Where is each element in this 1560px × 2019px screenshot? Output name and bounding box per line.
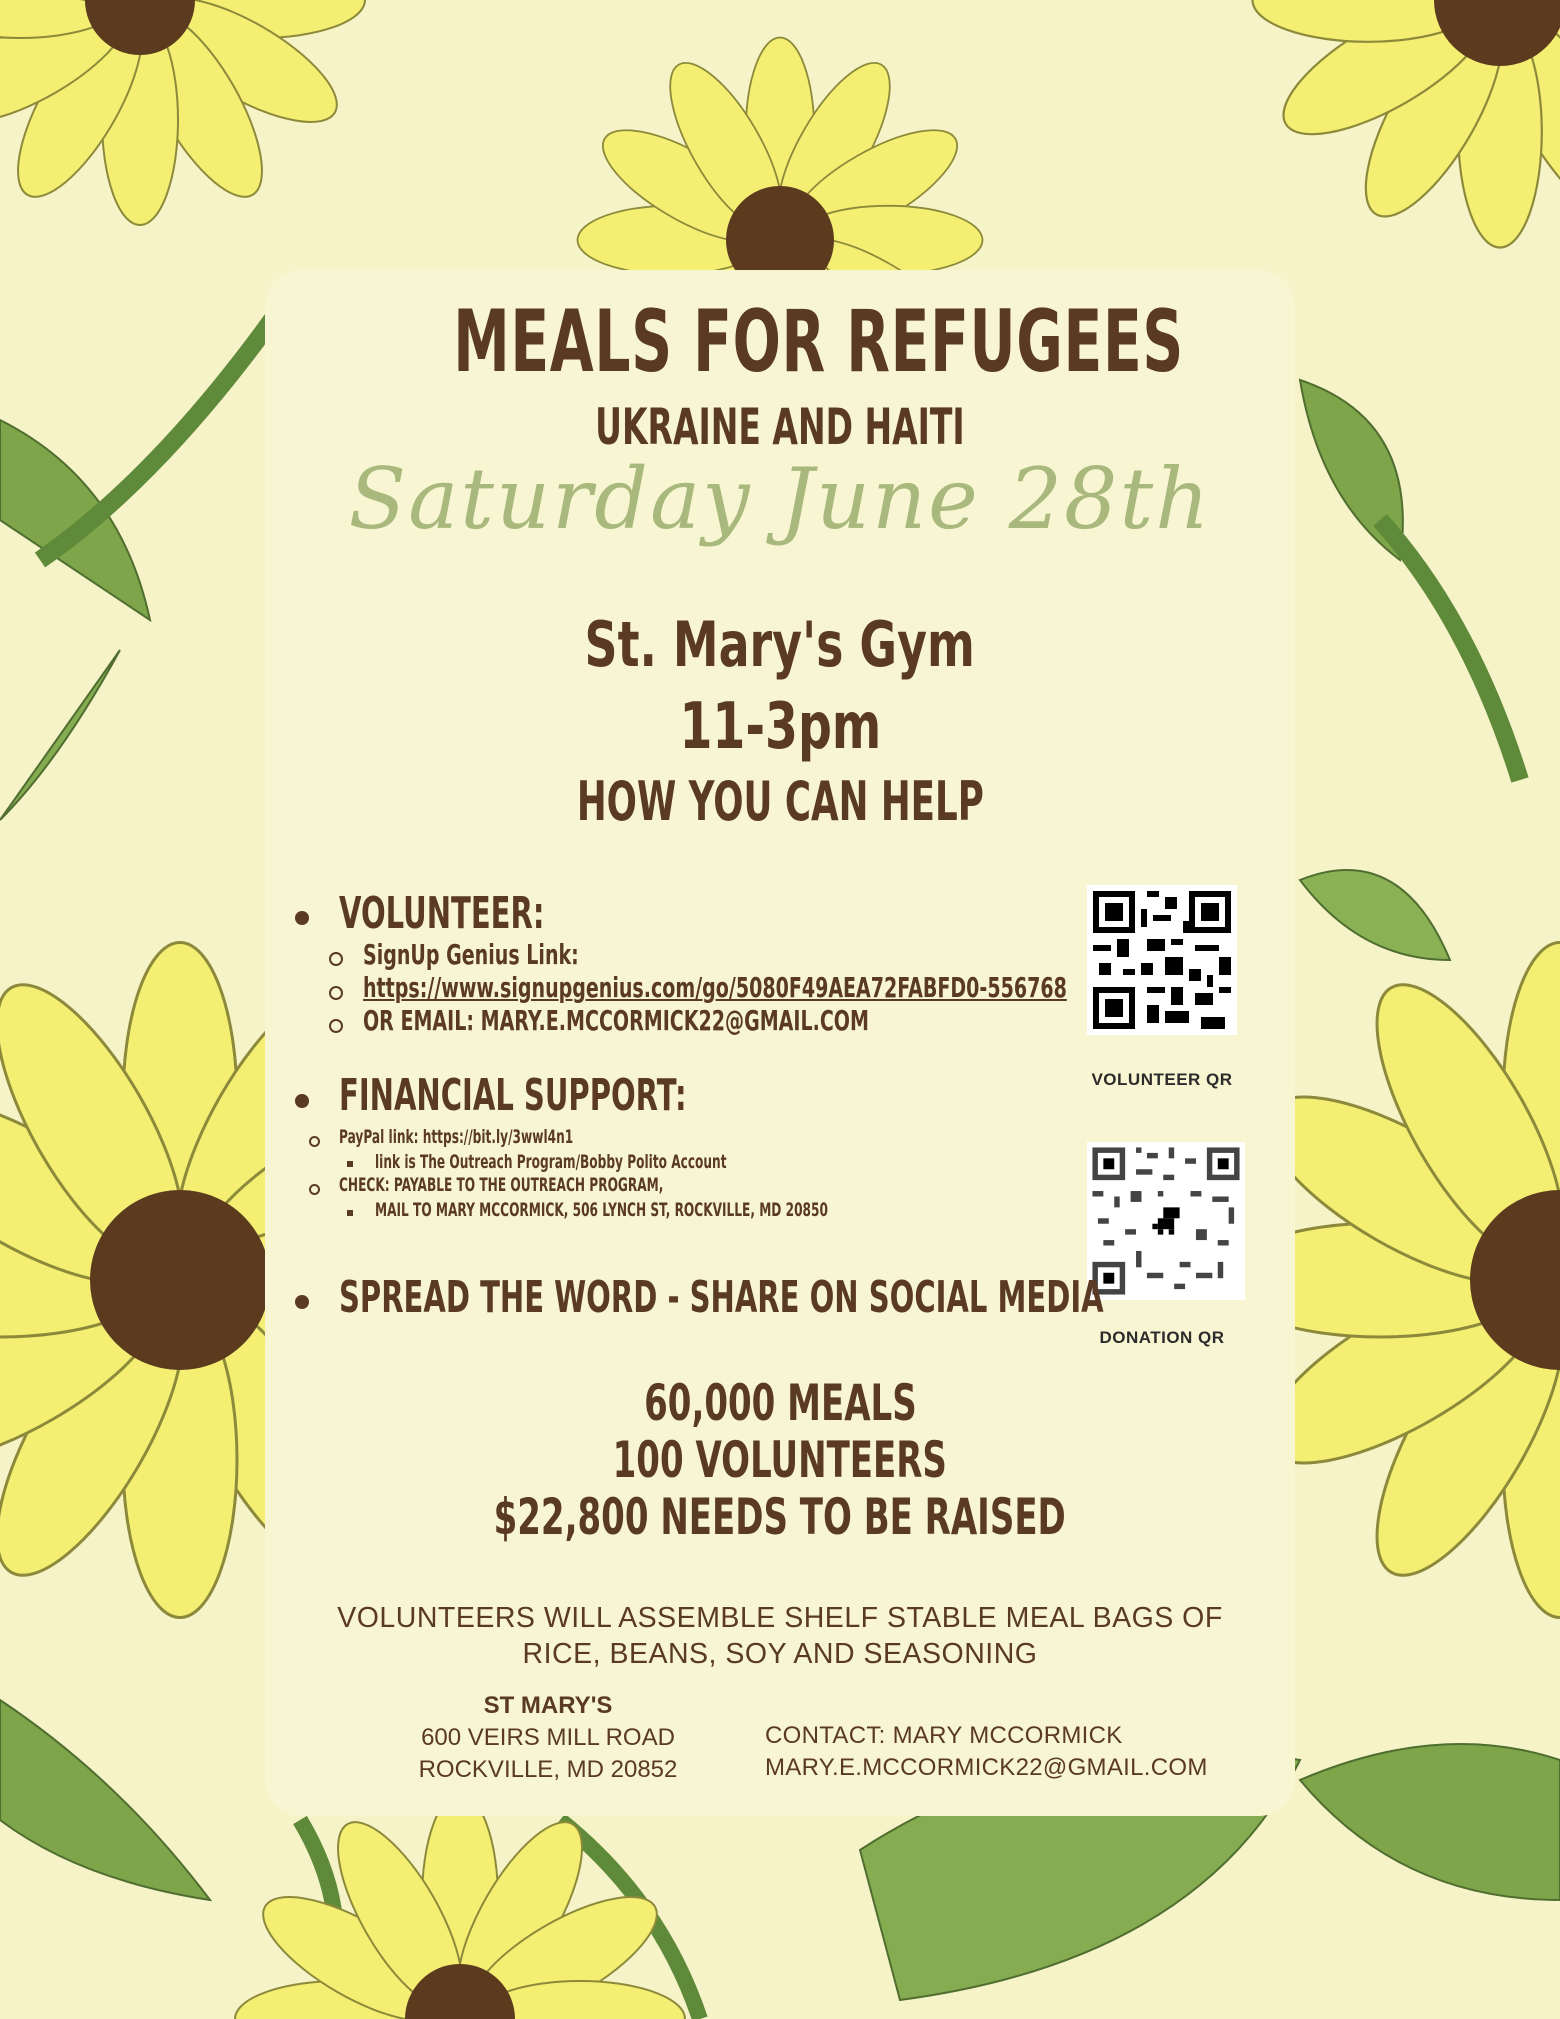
venue-address: [398, 1690, 698, 1786]
spread-word-heading: SPREAD THE WORD - SHARE ON SOCIAL MEDIA: [339, 1272, 1104, 1323]
sub-bullet-icon: [329, 986, 343, 1000]
square-bullet-icon: [347, 1161, 353, 1167]
flyer-subtitle: UKRAINE AND HAITI: [595, 398, 965, 456]
goal-stats: [265, 1375, 1295, 1546]
square-bullet-icon: [347, 1210, 353, 1216]
signup-label: SignUp Genius Link:: [363, 938, 579, 971]
volunteers-goal: 100 VOLUNTEERS: [612, 1431, 948, 1489]
contact-info: [765, 1720, 1208, 1784]
event-date: Saturday June 28th: [348, 450, 1212, 548]
flyer-title: MEALS FOR REFUGEES: [453, 292, 1184, 392]
venue-street: 600 VEIRS MILL ROAD: [421, 1724, 675, 1751]
volunteer-email[interactable]: OR EMAIL: MARY.E.MCCORMICK22@GMAIL.COM: [363, 1004, 869, 1037]
assembly-description: VOLUNTEERS WILL ASSEMBLE SHELF STABLE MEAL BAGS OF RICE, BEANS, SOY AND SEASONING: [337, 1602, 1223, 1670]
sub-bullet-icon: [309, 1184, 320, 1195]
financial-heading: FINANCIAL SUPPORT:: [339, 1070, 687, 1121]
venue-name: ST MARY'S: [483, 1692, 613, 1719]
donation-qr-label: DONATION QR: [1099, 1328, 1225, 1347]
contact-name: CONTACT: MARY MCCORMICK: [765, 1722, 1123, 1749]
bullet-icon: [295, 911, 309, 925]
volunteer-qr-label: VOLUNTEER QR: [1091, 1070, 1233, 1089]
venue-city: ROCKVILLE, MD 20852: [418, 1756, 678, 1783]
paypal-note: link is The Outreach Program/Bobby Polito Account: [375, 1151, 727, 1173]
qr-code-icon: [1087, 885, 1237, 1035]
event-venue: St. Mary's Gym: [584, 608, 976, 681]
volunteer-heading: VOLUNTEER:: [339, 888, 545, 939]
meals-goal: 60,000 MEALS: [643, 1374, 917, 1432]
check-instructions: CHECK: PAYABLE TO THE OUTREACH PROGRAM,: [339, 1174, 664, 1196]
check-mail-address: MAIL TO MARY MCCORMICK, 506 LYNCH ST, ROCKVILLE, MD 20850: [375, 1199, 828, 1221]
event-time: 11-3pm: [679, 690, 881, 764]
bullet-icon: [295, 1094, 309, 1108]
sub-bullet-icon: [309, 1136, 320, 1147]
volunteer-qr-code[interactable]: [1087, 885, 1237, 1035]
contact-email[interactable]: MARY.E.MCCORMICK22@GMAIL.COM: [765, 1754, 1208, 1781]
fundraising-goal: $22,800 NEEDS TO BE RAISED: [493, 1488, 1067, 1546]
sub-bullet-icon: [329, 1019, 343, 1033]
sub-bullet-icon: [329, 952, 343, 966]
bullet-icon: [295, 1295, 309, 1309]
signup-link[interactable]: https://www.signupgenius.com/go/5080F49AEA72FABFD0-556768: [363, 971, 1067, 1004]
paypal-link[interactable]: PayPal link: https://bit.ly/3wwl4n1: [339, 1126, 574, 1148]
flyer-card: [265, 270, 1295, 1816]
help-heading: HOW YOU CAN HELP: [576, 770, 984, 833]
